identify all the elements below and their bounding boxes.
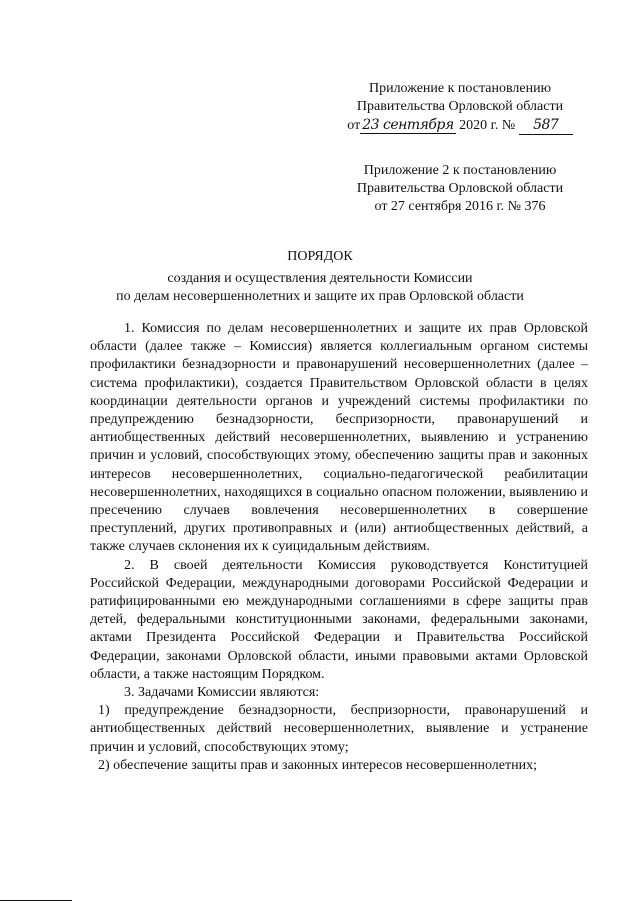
paragraph-1: 1. Комиссия по делам несовершеннолетних и защите их прав Орловской области (далее также – Комиссия) является коллегиальным органом системы профилактики безнадзорности и правонарушений несовершеннолетних (далее – система профилактики), создается Правительством Орловской области в целях координации деятельности органов и учреждений системы профилактики по предупреждению безнадзорности, беспризорности, правонарушений и антиобщественных действий несовершеннолетних, выявлению и устранению причин и условий, способствующих этому, обеспечению защиты прав и законных интересов несовершеннолетних, социально-педагогической реабилитации несовершеннолетних, находящихся в социально опасном положении, выявлению и пресечению случаев вовлечения несовершеннолетних в совершение преступлений, других противоправных и (или) антиобщественных действий, а также случаев склонения их к суицидальным действиям.	[90, 321, 588, 555]
header-date-line	[330, 116, 590, 135]
subtitle-line-2: по делам несовершеннолетних и защите их прав Орловской области	[116, 289, 524, 304]
header-line-1: Приложение к постановлению	[368, 81, 552, 96]
handwritten-number: 587	[519, 116, 573, 135]
paragraph-3: 3. Задачами Комиссии являются:	[124, 685, 320, 701]
document-subtitle	[80, 270, 560, 306]
attachment-header	[330, 80, 590, 135]
document-title: ПОРЯДОК	[287, 249, 353, 264]
header2-line-1: Приложение 2 к постановлению	[363, 163, 557, 178]
handwritten-date: 23 сентября	[362, 117, 454, 133]
paragraph-3-item-1: 1) предупреждение безнадзорности, беспризорности, правонарушений и антиобщественных действий несовершеннолетних, выявление и устранение причин и условий, способствующих этому;	[90, 703, 588, 755]
year-label: 2020 г. №	[459, 118, 516, 133]
paragraph-3-item-2: 2) обеспечение защиты прав и законных интересов несовершеннолетних;	[98, 757, 537, 773]
paragraph-2: 2. В своей деятельности Комиссия руководствуется Конституцией Российской Федерации, международными договорами Российской Федерации и ратифицированными ею международными соглашениями в сфере защиты прав детей, федеральными конституционными законами, федеральными законами, актами Президента Российской Федерации и Правительства Российской Федерации, законами Орловской области, иными правовыми актами Орловской области, а также настоящим Порядком.	[90, 557, 588, 682]
header-line-2: Правительства Орловской области	[356, 99, 564, 114]
attachment-2-header	[330, 162, 590, 216]
header2-line-2: Правительства Орловской области	[356, 181, 564, 196]
date-prefix: от	[347, 118, 361, 133]
header2-line-3: от 27 сентября 2016 г. № 376	[374, 199, 546, 214]
document-body	[90, 320, 588, 775]
subtitle-line-1: создания и осуществления деятельности Комиссии	[167, 271, 473, 286]
footnote-divider	[0, 900, 72, 901]
